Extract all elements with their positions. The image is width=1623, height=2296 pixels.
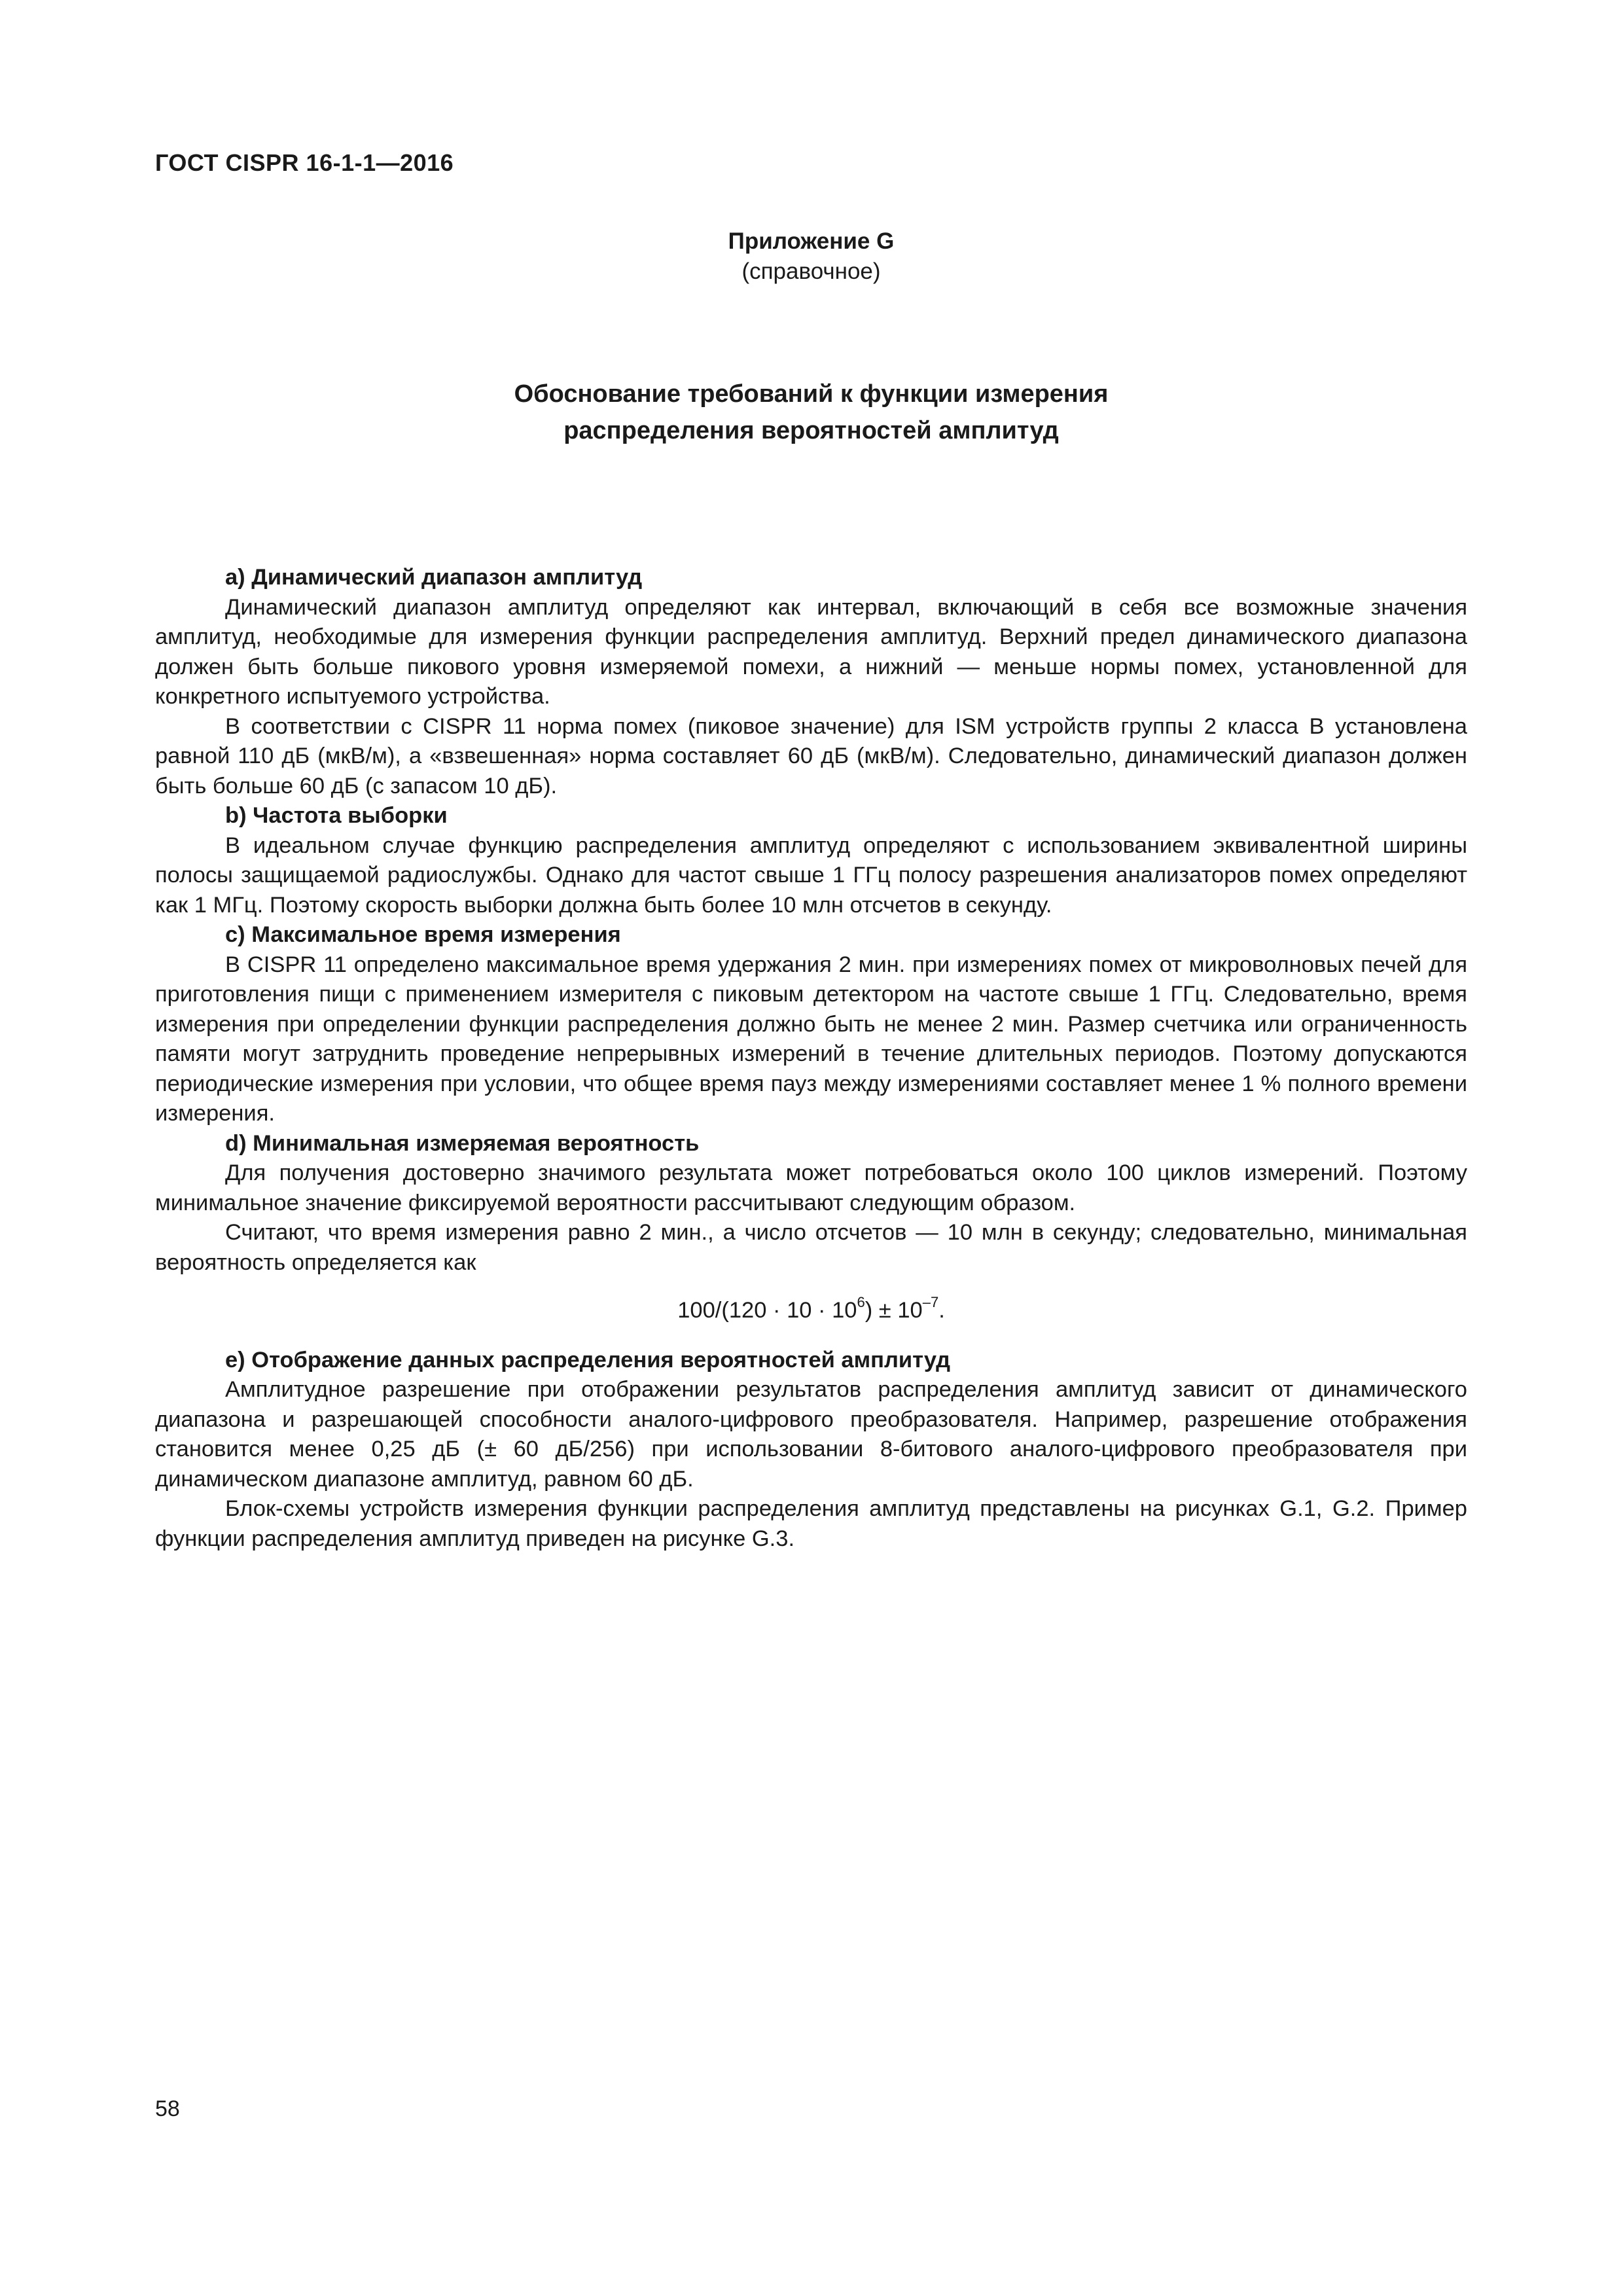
section-b-paragraph-1: В идеальном случае функцию распределения амплитуд определяют с использованием эквивалентной ширины полосы защищаемой радиослужбы. Однако для частот свыше 1 ГГц полосу разрешения анализаторов помех определяют как 1 МГц. Поэтому скорость выборки должна быть более 10 млн отсчетов в секунду.: [155, 833, 1467, 918]
formula-part-a: 100/(120 · 10 · 10: [677, 1298, 857, 1323]
annex-type: (справочное): [741, 259, 881, 284]
section-c-heading: с) Максимальное время измерения: [225, 922, 621, 947]
section-e-heading: е) Отображение данных распределения вероятностей амплитуд: [225, 1347, 951, 1372]
annex-title-line-2: распределения вероятностей амплитуд: [563, 417, 1059, 444]
annex-heading: [155, 226, 1467, 287]
section-a-paragraph-1: Динамический диапазон амплитуд определяют как интервал, включающий в себя все возможные значения амплитуд, необходимые для измерения функции распределения амплитуд. Верхний предел динамического диапазона должен быть больше пикового уровня измеряемой помехи, а нижний — меньше нормы помех, установленной для конкретного испытуемого устройства.: [155, 594, 1467, 709]
section-d-heading: d) Минимальная измеряемая вероятность: [225, 1130, 700, 1156]
formula-exponent-1: 6: [857, 1293, 865, 1310]
formula-exponent-2: –7: [922, 1293, 939, 1310]
section-e-paragraph-1: Амплитудное разрешение при отображении результатов распределения амплитуд зависит от динамического диапазона и разрешающей способности аналого-цифрового преобразователя. Например, разрешение отображения становится менее 0,25 дБ (± 60 дБ/256) при использовании 8-битового аналого-цифрового преобразователя при динамическом диапазоне амплитуд, равном 60 дБ.: [155, 1377, 1467, 1492]
formula-part-c: .: [938, 1298, 945, 1323]
section-b-heading: b) Частота выборки: [225, 803, 448, 828]
section-d-paragraph-1: Для получения достоверно значимого результата может потребоваться около 100 циклов измерений. Поэтому минимальное значение фиксируемой вероятности рассчитывают следующим образом.: [155, 1160, 1467, 1215]
formula-part-b: ) ± 10: [865, 1298, 923, 1323]
section-d-paragraph-2: Считают, что время измерения равно 2 мин., а число отсчетов — 10 млн в секунду; следовательно, минимальная вероятность определяется как: [155, 1220, 1467, 1275]
section-a-heading: а) Динамический диапазон амплитуд: [225, 565, 643, 590]
section-e-paragraph-2: Блок-схемы устройств измерения функции распределения амплитуд представлены на рисунках G.1, G.2. Пример функции распределения амплитуд приведен на рисунке G.3.: [155, 1496, 1467, 1551]
section-c-paragraph-1: В CISPR 11 определено максимальное время удержания 2 мин. при измерениях помех от микроволновых печей для приготовления пищи с применением измерителя с пиковым детектором на частоте свыше 1 ГГц. Следовательно, время измерения при определении функции распределения должно быть не менее 2 мин. Размер счетчика или ограниченность памяти могут затруднить проведение непрерывных измерений в течение длительных периодов. Поэтому допускаются периодические измерения при условии, что общее время пауз между измерениями составляет менее 1 % полного времени измерения.: [155, 952, 1467, 1126]
document-body: [155, 563, 1467, 1554]
section-a-paragraph-2: В соответствии с CISPR 11 норма помех (пиковое значение) для ISM устройств группы 2 класса В установлена равной 110 дБ (мкВ/м), а «взвешенная» норма составляет 60 дБ (мкВ/м). Следовательно, динамический диапазон должен быть больше 60 дБ (с запасом 10 дБ).: [155, 713, 1467, 798]
annex-title-line-1: Обоснование требований к функции измерения: [514, 380, 1109, 408]
document-id-header: ГОСТ CISPR 16-1-1—2016: [155, 149, 454, 176]
probability-formula: [155, 1293, 1467, 1326]
page-number: 58: [155, 2096, 180, 2121]
annex-label: Приложение G: [728, 228, 895, 254]
annex-title: [155, 376, 1467, 449]
